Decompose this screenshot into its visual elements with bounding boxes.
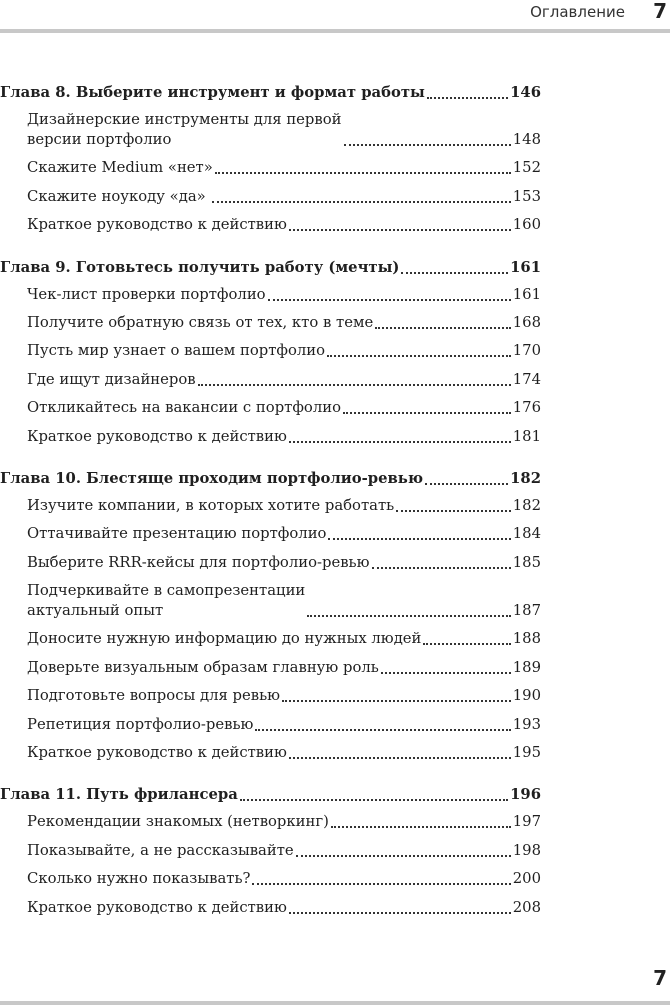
entry-title: Краткое руководство к действию bbox=[27, 216, 287, 234]
entry-title: Выберите RRR-кейсы для портфолио-ревью bbox=[27, 553, 370, 571]
entry-title: Пусть мир узнает о вашем портфолио bbox=[27, 342, 326, 360]
dot-leader bbox=[289, 217, 511, 231]
toc-entry[interactable] bbox=[27, 427, 541, 447]
toc-entry[interactable] bbox=[27, 841, 541, 861]
chapter-block bbox=[0, 785, 541, 917]
chapter-gap bbox=[0, 771, 541, 785]
entry-page-number: 153 bbox=[512, 187, 541, 205]
running-header bbox=[0, 0, 670, 30]
entry-title: Скажите Medium «нет» bbox=[27, 159, 213, 177]
entry-page-number: 181 bbox=[512, 427, 541, 445]
entry-page-number: 152 bbox=[512, 159, 541, 177]
entry-title: Откликайтесь на вакансии с портфолио bbox=[27, 399, 342, 417]
chapter-heading[interactable] bbox=[0, 469, 541, 489]
entry-title: Краткое руководство к действию bbox=[27, 427, 287, 445]
running-header-page-number: 7 bbox=[653, 0, 667, 23]
dot-leader bbox=[212, 189, 510, 203]
toc-entry[interactable] bbox=[27, 524, 541, 544]
dot-leader bbox=[240, 787, 508, 801]
dot-leader bbox=[425, 471, 508, 485]
entry-page-number: 195 bbox=[512, 744, 541, 762]
entry-page-number: 198 bbox=[512, 841, 541, 859]
dot-leader bbox=[289, 745, 511, 759]
toc-entry[interactable] bbox=[27, 398, 541, 418]
entry-title: Чек-лист проверки портфолио bbox=[27, 285, 266, 303]
dot-leader bbox=[331, 814, 511, 828]
toc-entry[interactable] bbox=[27, 496, 541, 516]
chapter-block bbox=[0, 258, 541, 447]
entry-title: Краткое руководство к действию bbox=[27, 898, 287, 916]
entry-page-number: 170 bbox=[512, 342, 541, 360]
entry-page-number: 185 bbox=[512, 553, 541, 571]
entry-title: Изучите компании, в которых хотите работать bbox=[27, 496, 395, 514]
dot-leader bbox=[282, 688, 511, 702]
dot-leader bbox=[307, 603, 510, 617]
toc-entry[interactable] bbox=[27, 313, 541, 333]
entry-title: Скажите ноукоду «да» bbox=[27, 187, 211, 205]
toc-entry[interactable] bbox=[27, 715, 541, 735]
chapter-block bbox=[0, 469, 541, 763]
toc-entry[interactable] bbox=[27, 743, 541, 763]
chapter-gap bbox=[0, 455, 541, 469]
chapter-gap bbox=[0, 244, 541, 258]
table-of-contents bbox=[0, 83, 541, 926]
entry-page-number: 168 bbox=[512, 313, 541, 331]
toc-entry[interactable] bbox=[27, 629, 541, 649]
entry-page-number: 184 bbox=[512, 525, 541, 543]
entry-title: Доносите нужную информацию до нужных людей bbox=[27, 630, 422, 648]
entry-page-number: 197 bbox=[512, 813, 541, 831]
entry-page-number: 161 bbox=[512, 285, 541, 303]
dot-leader bbox=[427, 85, 508, 99]
entry-title: Где ищут дизайнеров bbox=[27, 370, 196, 388]
chapter-heading[interactable] bbox=[0, 785, 541, 805]
entry-title: Подготовьте вопросы для ревью bbox=[27, 687, 281, 705]
entry-title: Оттачивайте презентацию портфолио bbox=[27, 525, 327, 543]
chapter-title: Глава 11. Путь фрилансера bbox=[0, 786, 238, 804]
dot-leader bbox=[215, 160, 511, 174]
chapter-page-number: 182 bbox=[510, 469, 541, 487]
chapter-title: Глава 8. Выберите инструмент и формат работы bbox=[0, 84, 425, 101]
dot-leader bbox=[344, 132, 511, 146]
entry-title: Сколько нужно показывать? bbox=[27, 870, 251, 888]
chapter-title: Глава 10. Блестяще проходим портфолио-ревью bbox=[0, 469, 424, 487]
entry-title: Рекомендации знакомых (нетворкинг) bbox=[27, 813, 329, 831]
toc-entry[interactable] bbox=[27, 658, 541, 678]
entry-page-number: 148 bbox=[512, 131, 541, 148]
dot-leader bbox=[343, 400, 511, 414]
toc-entry[interactable] bbox=[27, 187, 541, 207]
entry-title: Краткое руководство к действию bbox=[27, 744, 287, 762]
entry-page-number: 182 bbox=[512, 496, 541, 514]
chapter-page-number: 146 bbox=[510, 84, 541, 101]
running-header-title: Оглавление bbox=[530, 3, 625, 21]
entry-page-number: 160 bbox=[512, 216, 541, 234]
toc-entry[interactable] bbox=[27, 553, 541, 573]
entry-page-number: 188 bbox=[512, 630, 541, 648]
footer-page-number: 7 bbox=[653, 966, 667, 990]
toc-entry[interactable] bbox=[27, 370, 541, 390]
entry-title: Доверьте визуальным образам главную роль bbox=[27, 658, 379, 676]
dot-leader bbox=[328, 526, 510, 540]
dot-leader bbox=[289, 429, 511, 443]
chapter-title: Глава 9. Готовьтесь получить работу (мечты) bbox=[0, 258, 400, 276]
chapter-page-number: 161 bbox=[510, 258, 541, 276]
toc-entry[interactable] bbox=[27, 686, 541, 706]
chapter-heading[interactable] bbox=[0, 83, 541, 103]
entry-page-number: 208 bbox=[512, 898, 541, 916]
entry-page-number: 174 bbox=[512, 370, 541, 388]
toc-entry[interactable] bbox=[27, 110, 541, 150]
dot-leader bbox=[401, 260, 508, 274]
chapter-page-number: 196 bbox=[510, 786, 541, 804]
dot-leader bbox=[423, 631, 510, 645]
dot-leader bbox=[327, 343, 511, 357]
dot-leader bbox=[252, 871, 510, 885]
dot-leader bbox=[381, 660, 511, 674]
entry-title: Репетиция портфолио-ревью bbox=[27, 715, 254, 733]
entry-title: Подчеркивайте в самопрезентации актуальный опыт bbox=[27, 582, 306, 620]
toc-entry[interactable] bbox=[27, 341, 541, 361]
dot-leader bbox=[296, 843, 511, 857]
dot-leader bbox=[375, 315, 511, 329]
entry-page-number: 193 bbox=[512, 715, 541, 733]
entry-title: Показывайте, а не рассказывайте bbox=[27, 841, 294, 859]
dot-leader bbox=[268, 287, 511, 301]
toc-entry[interactable] bbox=[27, 285, 541, 305]
entry-title: Дизайнерские инструменты для первой версии портфолио bbox=[27, 111, 342, 148]
bottom-rule bbox=[0, 1001, 670, 1005]
entry-page-number: 176 bbox=[512, 399, 541, 417]
chapter-block bbox=[0, 83, 541, 235]
entry-page-number: 200 bbox=[512, 870, 541, 888]
dot-leader bbox=[255, 717, 510, 731]
entry-page-number: 187 bbox=[512, 602, 541, 620]
entry-title: Получите обратную связь от тех, кто в теме bbox=[27, 313, 374, 331]
toc-entry[interactable] bbox=[27, 158, 541, 178]
dot-leader bbox=[289, 900, 511, 914]
dot-leader bbox=[372, 555, 511, 569]
chapter-heading[interactable] bbox=[0, 258, 541, 278]
toc-entry[interactable] bbox=[27, 581, 541, 621]
toc-entry[interactable] bbox=[27, 869, 541, 889]
toc-entry[interactable] bbox=[27, 812, 541, 832]
dot-leader bbox=[396, 498, 511, 512]
entry-page-number: 190 bbox=[512, 687, 541, 705]
top-rule bbox=[0, 29, 670, 33]
toc-entry[interactable] bbox=[27, 215, 541, 235]
entry-page-number: 189 bbox=[512, 658, 541, 676]
toc-entry[interactable] bbox=[27, 898, 541, 918]
dot-leader bbox=[198, 372, 511, 386]
